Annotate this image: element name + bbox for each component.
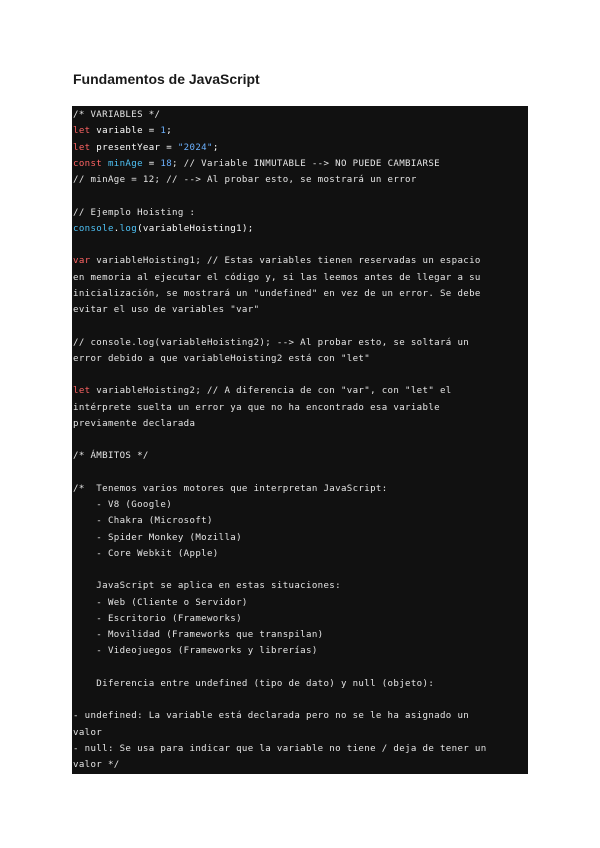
code-token-comment: ; // Variable INMUTABLE --> NO PUEDE CAMBIARSE (172, 158, 440, 169)
code-line (72, 497, 528, 513)
code-line (72, 708, 528, 724)
code-token-comment: JavaScript se aplica en estas situaciones: (73, 581, 341, 592)
code-token-comment: // minAge = 12; // --> Al probar esto, se mostrará un error (73, 175, 417, 185)
code-token-comment: - Chakra (Microsoft) (73, 516, 213, 527)
code-token-comment: intérprete suelta un error ya que no ha encontrado esa variable (73, 402, 440, 413)
code-token-comment: error debido a que variableHoisting2 está con "let" (73, 353, 371, 364)
code-token-comment: evitar el uso de variables "var" (73, 305, 260, 315)
code-token-comment: en memoria al ejecutar el código y, si las leemos antes de llegar a su (73, 272, 481, 283)
code-token-comment: previamente declarada (73, 418, 196, 429)
code-token-comment: variableHoisting1; // Estas variables tienen reservadas un espacio (90, 256, 481, 267)
code-token-string: "2024" (177, 142, 213, 153)
code-line (72, 416, 528, 432)
code-block (72, 106, 528, 774)
code-token-comment: inicialización, se mostrará un "undefined" en vez de un error. Se debe (73, 288, 481, 299)
code-line (72, 253, 528, 269)
code-line (72, 432, 528, 448)
code-token-comment: // Ejemplo Hoisting : (73, 207, 196, 218)
code-line (72, 513, 528, 529)
code-token-number: 18 (160, 158, 173, 169)
code-line (72, 660, 528, 676)
code-token-comment: - Escritorio (Frameworks) (73, 613, 242, 624)
code-token-builtin: minAge (107, 158, 143, 169)
code-line (72, 205, 528, 221)
code-line (72, 530, 528, 546)
code-line (72, 448, 528, 464)
code-token-comment: - Spider Monkey (Mozilla) (73, 532, 242, 543)
code-line (72, 351, 528, 367)
code-line (72, 156, 528, 172)
code-line (72, 302, 528, 318)
code-line (72, 562, 528, 578)
code-token-comment: // console.log(variableHoisting2); --> Al probar esto, se soltará un (73, 337, 470, 348)
code-token-keyword: const (73, 158, 103, 169)
code-line (72, 578, 528, 594)
code-token-comment: variableHoisting2; // A diferencia de con "var", con "let" el (90, 386, 452, 397)
code-line (72, 546, 528, 562)
code-line (72, 741, 528, 757)
code-line (72, 627, 528, 643)
code-token-ident: presentYear = (90, 142, 178, 153)
code-line (72, 676, 528, 692)
code-token-comment: Diferencia entre undefined (tipo de dato) y null (objeto): (73, 678, 435, 689)
code-token-builtin: console (73, 223, 114, 234)
code-line (72, 692, 528, 708)
code-line (72, 172, 528, 188)
code-token-ident: = (142, 158, 161, 169)
code-line (72, 286, 528, 302)
code-token-comment: - Movilidad (Frameworks que transpilan) (73, 630, 324, 640)
code-token-comment: - V8 (Google) (73, 500, 173, 510)
code-line (72, 383, 528, 399)
code-line (72, 400, 528, 416)
code-token-comment: - Videojuegos (Frameworks y librerías) (73, 646, 318, 657)
code-token-comment: valor (73, 727, 103, 738)
code-line (72, 318, 528, 334)
code-token-keyword: let (73, 386, 91, 397)
code-line (72, 643, 528, 659)
code-token-comment: - undefined: La variable está declarada pero no se le ha asignado un (73, 711, 470, 722)
code-token-comment: - Web (Cliente o Servidor) (73, 597, 248, 608)
code-token-number: 1 (160, 126, 167, 137)
code-token-punct: ; (212, 142, 219, 153)
code-line (72, 123, 528, 139)
code-line (72, 725, 528, 741)
code-token-ident: variable = (90, 126, 161, 137)
document-title: Fundamentos de JavaScript (73, 71, 260, 87)
code-token-ident: (variableHoisting1); (137, 223, 254, 234)
code-token-comment: /* VARIABLES */ (73, 110, 161, 120)
code-token-punct: ; (166, 126, 173, 137)
code-token-comment: /* Tenemos varios motores que interpretan JavaScript: (73, 483, 388, 494)
code-line (72, 221, 528, 237)
code-token-keyword: let (73, 142, 91, 153)
code-token-keyword: let (73, 126, 91, 137)
code-token-builtin: log (119, 223, 138, 234)
code-token-comment: - null: Se usa para indicar que la variable no tiene / deja de tener un (73, 743, 487, 754)
code-line (72, 595, 528, 611)
code-token-comment: valor */ (73, 760, 120, 770)
code-token-comment: - Core Webkit (Apple) (73, 548, 219, 559)
code-line (72, 140, 528, 156)
code-line (72, 188, 528, 204)
code-line (72, 107, 528, 123)
code-line (72, 481, 528, 497)
code-line (72, 335, 528, 351)
code-token-keyword: var (73, 256, 91, 267)
code-line (72, 611, 528, 627)
code-line (72, 270, 528, 286)
code-line (72, 757, 528, 773)
code-token-comment: /* ÁMBITOS */ (73, 451, 149, 462)
code-line (72, 367, 528, 383)
code-token-punct: . (113, 223, 120, 234)
code-line (72, 237, 528, 253)
code-line (72, 465, 528, 481)
